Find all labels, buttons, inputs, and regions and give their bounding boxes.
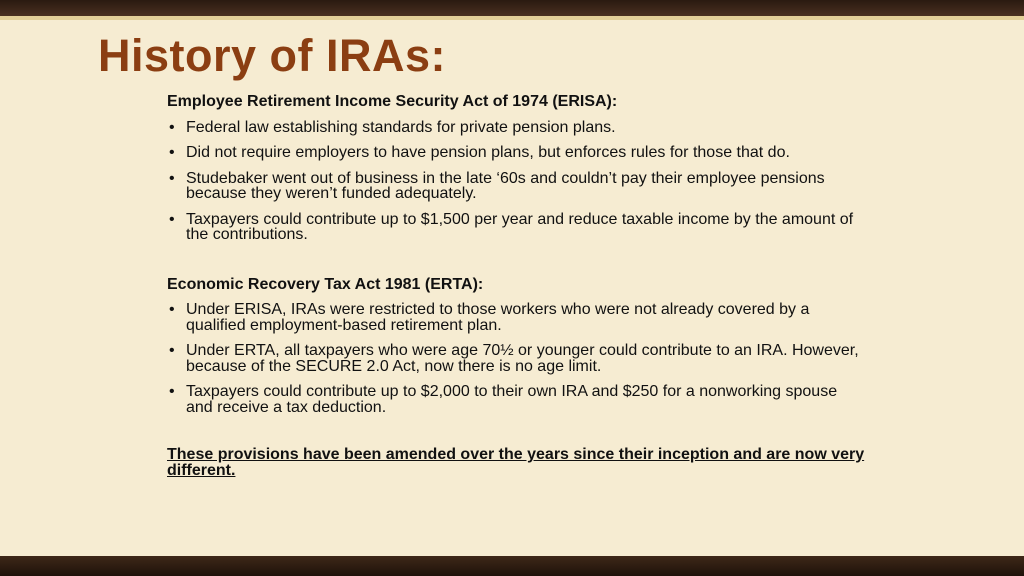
erta-bullet: • Under ERTA, all taxpayers who were age 70½ or younger could contribute to an IRA. However, because of the SECURE 2.0 Act, now there is no age limit. xyxy=(167,343,867,374)
top-accent-line xyxy=(0,16,1024,20)
erta-bullet: • Under ERISA, IRAs were restricted to those workers who were not already covered by a qualified employment-based retirement plan. xyxy=(167,302,867,333)
erta-bullet: • Taxpayers could contribute up to $2,000 to their own IRA and $250 for a nonworking spouse and receive a tax deduction. xyxy=(167,384,867,415)
erta-section xyxy=(167,277,867,416)
erisa-bullet-list xyxy=(167,120,867,243)
erisa-bullet: • Federal law establishing standards for private pension plans. xyxy=(167,120,867,136)
erisa-bullet: • Taxpayers could contribute up to $1,500 per year and reduce taxable income by the amount of the contributions. xyxy=(167,212,867,243)
erisa-bullet: • Studebaker went out of business in the late ‘60s and couldn’t pay their employee pensions because they weren’t funded adequately. xyxy=(167,171,867,202)
slide-title: History of IRAs: xyxy=(98,30,447,81)
erisa-heading: Employee Retirement Income Security Act of 1974 (ERISA): xyxy=(167,93,618,110)
top-decorative-bar xyxy=(0,0,1024,16)
slide-content xyxy=(167,94,867,478)
amendment-note: These provisions have been amended over the years since their inception and are now very different. xyxy=(167,446,865,479)
erta-heading: Economic Recovery Tax Act 1981 (ERTA): xyxy=(167,275,484,293)
erta-bullet-list xyxy=(167,302,867,415)
erisa-bullet: • Did not require employers to have pension plans, but enforces rules for those that do. xyxy=(167,145,867,161)
erisa-section xyxy=(167,94,867,243)
bottom-decorative-bar xyxy=(0,556,1024,576)
